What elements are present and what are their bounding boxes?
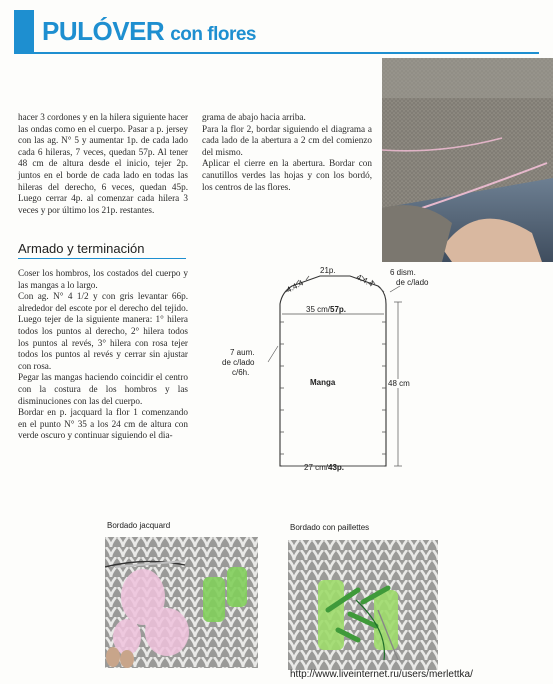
instructions-column-1 — [18, 112, 188, 216]
title-rule — [34, 52, 539, 54]
label-increases: 7 aum. — [230, 348, 255, 357]
instructions-column-2 — [202, 112, 372, 193]
label-bottom-width — [304, 463, 344, 472]
title-sub: con flores — [170, 24, 256, 45]
label-top-width — [306, 305, 346, 314]
assembly-text-4: Bordar en p. jacquard la flor 1 comenzando en el punto N° 35 a los 24 cm de altura con verde oscuro y continuar siguiendo el dia- — [18, 407, 188, 441]
instructions-text-2a: grama de abajo hacia arriba. — [202, 112, 306, 122]
section-heading: Armado y terminación — [18, 241, 145, 256]
label-decreases-side: de c/lado — [396, 278, 429, 287]
label-height: 48 cm — [388, 379, 410, 388]
assembly-text-3: Pegar las mangas haciendo coincidir el centro con la costura de los hombros y las disminuciones con las del cuerpo. — [18, 372, 188, 406]
assembly-text-1: Coser los hombros, los costados del cuerpo y las mangas a lo largo. — [18, 268, 188, 290]
title-bar — [14, 10, 539, 54]
section-rule — [18, 258, 186, 259]
label-bottom-width-cm: 27 cm/ — [304, 463, 329, 472]
title-accent-block — [14, 10, 34, 54]
label-increases-side: de c/lado — [222, 358, 255, 367]
label-top-width-cm: 35 cm/ — [306, 305, 331, 314]
assembly-column — [18, 268, 188, 442]
watermark-url: http://www.liveinternet.ru/users/merlettka/ — [290, 669, 473, 680]
caption-jacquard: Bordado jacquard — [107, 521, 171, 530]
paillettes-swatch-image — [288, 540, 438, 670]
label-top-stitches: 21p. — [320, 266, 336, 275]
instructions-text-1: hacer 3 cordones y en la hilera siguiente hacer las ondas como en el cuerpo. Pasar a p. jersey con las ag. N° 5 y aumentar 1p. de cada lado cada 6 hileras, 7 veces, quedan 57p. Al tener 48 cm de altura desde el inicio, tejer 2p. juntos en el borde de cada lado en todas las hileras del derecho, 6 veces, quedan 45p. Luego cerrar 4p. al comenzar cada hilera 3 veces y por último los 21p. restantes. — [18, 112, 188, 215]
label-top-width-stitches: 57p. — [330, 305, 347, 314]
label-decreases: 6 dism. — [390, 268, 416, 277]
label-steps-left: 4.4.4 — [284, 278, 305, 295]
caption-paillettes: Bordado con paillettes — [290, 523, 370, 532]
sweater-photo — [382, 58, 553, 262]
label-bottom-width-stitches: 43p. — [328, 463, 345, 472]
instructions-text-2c: Aplicar el cierre en la abertura. Bordar con canutillos verdes las hojas y con los bordó, los centros de las flores. — [202, 158, 372, 192]
label-increases-rows: c/6h. — [232, 368, 250, 377]
sleeve-diagram — [220, 262, 430, 477]
title-main: PULÓVER — [42, 16, 165, 46]
label-steps-right: 4.4.4 — [354, 272, 375, 289]
assembly-text-2: Con ag. N° 4 1/2 y con gris levantar 66p. alrededor del escote por el derecho del tejido. Luego tejer de la siguiente manera: 1° hilera todos los puntos al derecho, 2° hilera todos los puntos al revés, 3° hilera con rosa tejer todos los puntos al revés y cerrar sin ajustar con rosa. — [18, 291, 188, 371]
jacquard-swatch-image — [105, 537, 258, 668]
page-title — [42, 16, 256, 47]
instructions-text-2b: Para la flor 2, bordar siguiendo el diagrama a cada lado de la abertura a 2 cm del comienzo del mismo. — [202, 123, 372, 157]
label-sleeve: Manga — [310, 378, 336, 387]
